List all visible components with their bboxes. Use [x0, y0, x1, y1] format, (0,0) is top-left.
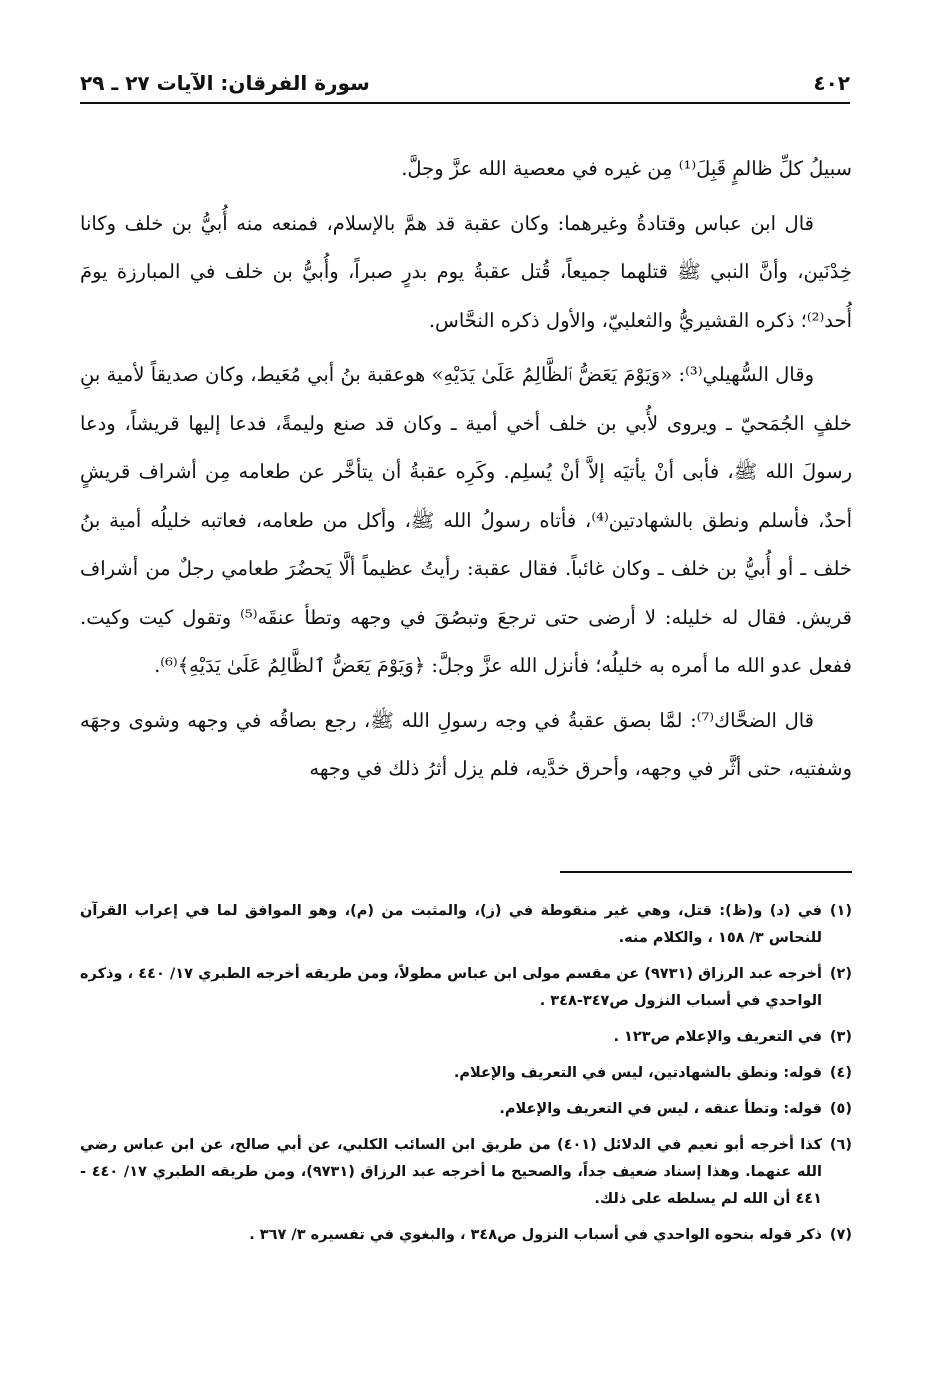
footnote-number: (٥)	[829, 1101, 852, 1117]
footnote	[80, 1222, 852, 1249]
footnote-rule	[560, 871, 852, 873]
paragraph: وقال السُّهيلي⁽³⁾: «وَيَوْمَ يَعَضُّ ٱلظَّالِمُ عَلَىٰ يَدَيْهِ» هوعقبة بنُ أبي مُعَيط، وكان صديقاً لأمية بنِ خلفٍ الجُمَحيّ ـ ويروى لأُبي بن خلف أخي أمية ـ وكان قد صنع وليمةً، فدعا إليها قريشاً، ودعا رسولَ الله ﷺ، فأبى أنْ يأتيَه إلاَّ أنْ يُسلِم. وكَرِه عقبةُ أن يتأخَّر عن طعامه مِن أشراف قريشٍ أحدٌ، فأسلم ونطق بالشهادتين⁽⁴⁾، فأتاه رسولُ الله ﷺ، وأكل من طعامه، فعاتبه خليلُه أمية بنُ خلف ـ أو أُبيُّ بن خلف ـ وكان غائباً. فقال عقبة: رأيتُ عظيماً ألَّا يَحضُرَ طعامي رجلٌ من أشراف قريش. فقال له خليله: لا أرضى حتى ترجعَ وتبصُقَ في وجهه وتطأ عنقَه⁽⁵⁾ وتقول كيت وكيت. ففعل عدو الله ما أمره به خليلُه؛ فأنزل الله عزَّ وجلَّ: ﴿وَيَوْمَ يَعَضُّ ٱلظَّالِمُ عَلَىٰ يَدَيْهِ﴾⁽⁶⁾.	[80, 363, 852, 677]
running-title: سورة الفرقان: الآيات ٢٧ ـ ٢٩	[80, 71, 370, 95]
footnote	[80, 1132, 852, 1213]
footnote-text: كذا أخرجه أبو نعيم في الدلائل (٤٠١) من طريق ابن السائب الكلبي، عن أبي صالح، عن ابن عباس رضي الله عنهما. وهذا إسناد ضعيف جداً، والصحيح ما أخرجه عبد الرزاق (٩٧٣١)، ومن طريقه الطبري ١٧/ ٤٤٠ - ٤٤١ أن الله لم يسلطه على ذلك.	[80, 1137, 822, 1207]
header-rule	[80, 102, 850, 104]
footnote	[80, 1096, 852, 1123]
paragraph: سبيلُ كلِّ ظالمٍ قَبِلَ⁽¹⁾ مِن غيره في معصية الله عزَّ وجلَّ.	[401, 157, 852, 180]
footnote-text: قوله: ونطق بالشهادتين، ليس في التعريف والإعلام.	[453, 1065, 822, 1081]
footnote	[80, 1060, 852, 1087]
footnote-text: في التعريف والإعلام ص١٢٣ .	[613, 1029, 822, 1045]
footnote-number: (٧)	[829, 1227, 852, 1243]
footnote-number: (٣)	[829, 1029, 852, 1045]
footnote-number: (١)	[829, 903, 852, 919]
main-text	[80, 145, 852, 794]
paragraph: قال ابن عباس وقتادةُ وغيرهما: وكان عقبة قد همَّ بالإسلام، فمنعه منه أُبيُّ بن خلف وكانا خِدْنَين، وأنَّ النبي ﷺ قتلهما جميعاً، قُتل عقبةُ يوم بدرٍ صبراً، وأُبيُّ بن خلف في المبارزة يومَ أُحد⁽²⁾؛ ذكره القشيريُّ والثعلبيّ، والأول ذكره النحَّاس.	[80, 211, 852, 332]
footnote	[80, 898, 852, 952]
footnote-text: ذكر قوله بنحوه الواحدي في أسباب النزول ص٣٤٨ ، والبغوي في تفسيره ٣/ ٣٦٧ .	[249, 1227, 822, 1243]
footnote	[80, 1024, 852, 1051]
footnotes	[80, 898, 852, 1258]
footnote-text: في (د) و(ظ): قتل، وهي غير منقوطة في (ز)، والمثبت من (م)، وهو الموافق لما في إعراب القرآن للنحاس ٣/ ١٥٨ ، والكلام منه.	[80, 903, 822, 946]
footnote-text: قوله: وتطأ عنقه ، ليس في التعريف والإعلام.	[499, 1101, 822, 1117]
footnote-text: أخرجه عبد الرزاق (٩٧٣١) عن مقسم مولى ابن عباس مطولاً، ومن طريقه أخرجه الطبري ١٧/ ٤٤٠ ، وذكره الواحدي في أسباب النزول ص٣٤٧-٣٤٨ .	[80, 966, 822, 1009]
page-number: ٤٠٢	[813, 71, 850, 95]
paragraph: قال الضحَّاك⁽⁷⁾: لمَّا بصق عقبةُ في وجه رسولِ الله ﷺ، رجع بصاقُه في وجهه وشوى وجهَه وشفتيه، حتى أثَّر في وجهه، وأحرق خدَّيه، فلم يزل أثرُ ذلك في وجهه	[80, 708, 852, 780]
footnote-number: (٢)	[829, 966, 852, 982]
footnote-number: (٤)	[829, 1065, 852, 1081]
page-header	[80, 66, 850, 100]
footnote-number: (٦)	[829, 1137, 852, 1153]
footnote	[80, 961, 852, 1015]
